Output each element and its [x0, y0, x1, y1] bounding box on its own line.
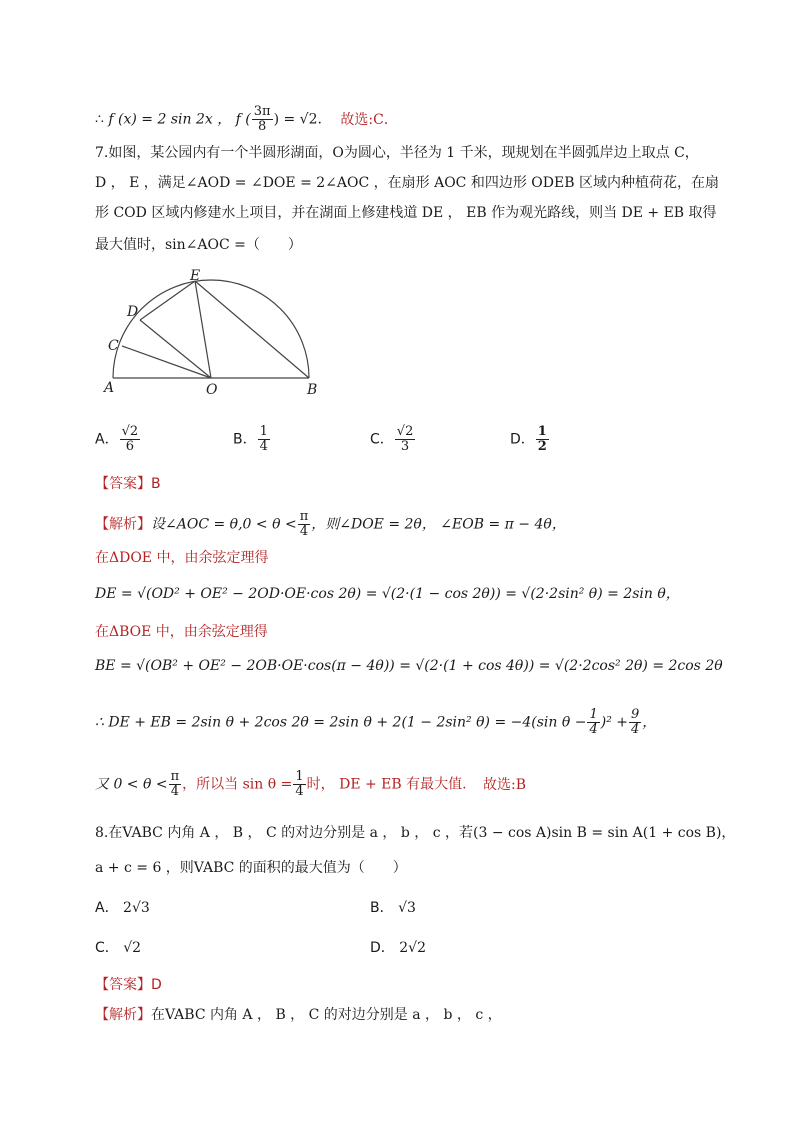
fraction-denominator: 4: [589, 722, 598, 737]
option-letter: C．: [95, 940, 119, 956]
conclusion-text: 又 0 < θ <: [95, 776, 168, 793]
option-numerator: √2: [121, 424, 139, 439]
option-letter: A．: [95, 431, 119, 448]
option-letter: D．: [510, 431, 535, 448]
fraction-denominator: 4: [170, 784, 180, 799]
option-letter: B．: [233, 431, 257, 448]
answer-tag: 【答案】: [95, 977, 151, 993]
q8-stem-line-1: 8.在VABC 内角 A ， B ， C 的对边分别是 a ， b ， c ，若(3 − cos A)sin B = sin A(1 + cos B)，: [95, 825, 736, 841]
label-e: E: [190, 268, 201, 284]
function-value: ) = √2.: [273, 111, 322, 128]
q7-triangle-doe-text: 在ΔDOE 中，由余弦定理得: [95, 550, 269, 566]
fraction-numerator: π: [299, 509, 309, 524]
fraction-numerator: 1: [295, 769, 304, 784]
label-d: D: [127, 304, 139, 320]
fraction-denominator: 4: [299, 524, 309, 539]
q7-triangle-boe-text: 在ΔBOE 中，由余弦定理得: [95, 624, 268, 640]
function-expression: f (x) = 2 sin 2x ，: [108, 111, 232, 128]
fraction-numerator: 1: [589, 707, 598, 722]
option-denominator: 4: [259, 439, 268, 454]
q8-option-c[interactable]: [95, 938, 141, 958]
label-c: C: [108, 338, 119, 354]
analysis-text: 设∠AOC = θ,0 < θ <: [151, 516, 297, 533]
q7-stem-line-4: 最大值时，sin∠AOC =（ ）: [95, 237, 302, 253]
q7-stem-line-3: 形 COD 区域内修建水上项目，并在湖面上修建栈道 DE ， EB 作为观光路线，则当 DE + EB 取得: [95, 205, 717, 221]
q7-conclusion: [95, 770, 526, 799]
equation-text: ∴ DE + EB = 2sin θ + 2cos 2θ = 2sin θ + 2(1 − 2sin² θ) = −4(sin θ −: [95, 714, 587, 731]
q8-option-d[interactable]: [370, 938, 426, 958]
function-argument-fraction: [252, 105, 273, 134]
fraction-denominator: 4: [631, 722, 640, 737]
therefore-symbol: ∴: [95, 111, 104, 128]
option-letter: C．: [370, 431, 394, 448]
q7-option-d[interactable]: [510, 425, 550, 454]
segment-de: [140, 281, 195, 320]
option-value: 2√2: [399, 940, 426, 956]
fraction-denominator: 4: [295, 784, 304, 799]
q7-equation-sum: [95, 708, 656, 737]
q8-stem-line-2: a + c = 6 ，则VABC 的面积的最大值为（ ）: [95, 860, 407, 876]
option-denominator: 3: [400, 439, 410, 454]
option-letter: A．: [95, 900, 119, 916]
option-value: √2: [123, 940, 142, 956]
fraction-numerator: 9: [631, 707, 640, 722]
option-numerator: 1: [259, 424, 268, 439]
equation-text: )² +: [600, 714, 629, 731]
q7-option-b[interactable]: [233, 425, 271, 454]
segment-oe: [195, 281, 211, 378]
q7-analysis-line-1: [95, 510, 566, 539]
answer-value: B: [151, 476, 161, 492]
label-b: B: [307, 382, 318, 398]
analysis-tag: 【解析】: [95, 1007, 151, 1023]
option-value: √3: [398, 900, 416, 916]
analysis-text: 在VABC 内角 A ， B ， C 的对边分别是 a ， b ， c ，: [151, 1007, 502, 1023]
q8-option-b[interactable]: [370, 898, 416, 918]
q7-stem-line-1: 7.如图，某公园内有一个半圆形湖面，O为圆心，半径为 1 千米，现规划在半圆弧岸边上取点 C，: [95, 145, 699, 161]
segment-od: [140, 320, 211, 378]
option-value: 2√3: [123, 900, 150, 916]
q8-option-a[interactable]: [95, 898, 150, 918]
semicircle-figure: [100, 268, 330, 398]
q8-answer-line: [95, 975, 162, 995]
fraction-denominator: 8: [258, 119, 267, 134]
q7-option-a[interactable]: [95, 425, 141, 454]
option-denominator: 2: [537, 439, 547, 454]
label-o: O: [206, 382, 218, 398]
conclusion-choose: 故选:B: [483, 776, 527, 793]
q7-option-c[interactable]: [370, 425, 416, 454]
option-letter: B．: [370, 900, 394, 916]
answer-tag: 【答案】: [95, 476, 151, 492]
segment-oc: [122, 346, 211, 378]
equation-text: ，: [642, 714, 657, 731]
q7-stem-line-2: D ， E ，满足∠AOD = ∠DOE = 2∠AOC ，在扇形 AOC 和四边形 ODEB 区域内种植荷花，在扇: [95, 175, 719, 191]
q7-equation-be: BE = √(OB² + OE² − 2OB·OE·cos(π − 4θ)) = √(2·(1 + cos 4θ)) = √(2·2cos² 2θ) = 2cos 2θ: [95, 658, 723, 674]
label-a: A: [104, 380, 115, 396]
fraction-numerator: π: [170, 769, 180, 784]
conclusion-text: 时， DE + EB 有最大值.: [306, 776, 467, 793]
fraction-numerator: 3π: [253, 104, 271, 119]
segment-eb: [195, 281, 309, 378]
prev-result-line: [95, 105, 398, 134]
q8-analysis-line: [95, 1005, 502, 1025]
option-letter: D．: [370, 940, 395, 956]
q7-equation-de: DE = √(OD² + OE² − 2OD·OE·cos 2θ) = √(2·(1 − cos 2θ)) = √(2·2sin² θ) = 2sin θ，: [95, 586, 680, 602]
option-denominator: 6: [125, 439, 134, 454]
prev-choose-text: 故选:C．: [340, 111, 398, 128]
answer-value: D: [151, 977, 162, 993]
option-numerator: 1: [537, 424, 547, 439]
q7-answer-line: [95, 474, 161, 494]
conclusion-text: ，所以当 sin θ =: [182, 776, 293, 793]
analysis-text: ，则∠DOE = 2θ， ∠EOB = π − 4θ，: [311, 516, 566, 533]
option-numerator: √2: [396, 424, 414, 439]
analysis-tag: 【解析】: [95, 516, 151, 533]
function-open: f (: [235, 111, 251, 128]
